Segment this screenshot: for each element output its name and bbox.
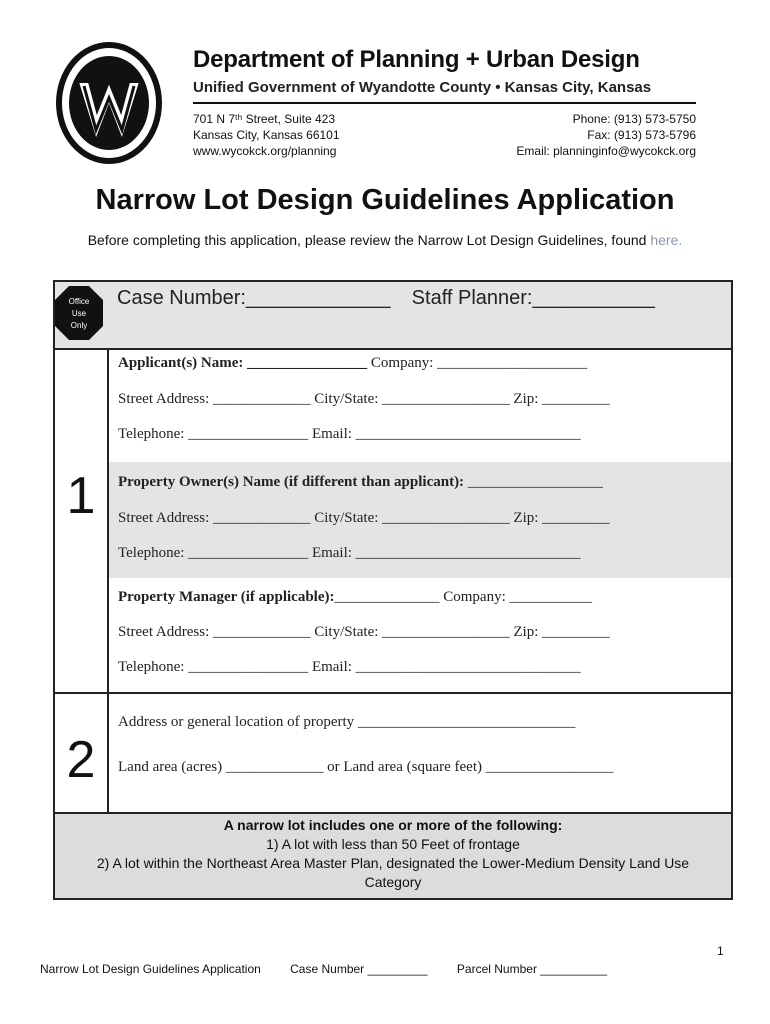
office-use-label-line: Only [70,321,88,330]
applicant-city-field[interactable]: City/State: _________________ [314,391,510,407]
section-2-number: 2 [66,731,96,789]
office-use-fields [117,287,655,310]
manager-email-field[interactable]: Email: ______________________________ [311,659,581,675]
case-number-field[interactable]: Case Number:_____________ [117,287,391,309]
manager-contact-row [118,659,581,676]
applicant-company-field[interactable]: Company: ____________________ [370,355,588,371]
owner-city-field[interactable]: City/State: _________________ [314,510,510,526]
narrow-lot-definition [55,814,731,898]
land-area-sqft-field[interactable]: or Land area (square feet) _________________ [327,759,614,775]
header-divider [193,102,696,104]
manager-street-field[interactable]: Street Address: _____________ [118,624,311,640]
guidelines-link[interactable]: here. [650,232,683,248]
staff-planner-field[interactable]: Staff Planner:___________ [411,287,655,309]
owner-row [118,474,603,491]
manager-company-field[interactable]: Company: ___________ [443,589,592,605]
office-use-label-line: Use [71,309,87,318]
property-location-field[interactable]: Address or general location of property _____________________________ [118,714,576,730]
office-use-label-line: Office [68,297,90,306]
section-1-divider [107,348,109,694]
page-number: 1 [717,944,724,958]
owner-address-row [118,510,610,527]
narrow-lot-item: 1) A lot with less than 50 Feet of frontage [266,836,520,852]
intro-text [0,232,770,248]
applicant-name-field[interactable]: Applicant(s) Name: ________________ [118,355,368,371]
phone-number: Phone: (913) 573-5750 [572,112,696,126]
intro-sentence: Before completing this application, please review the Narrow Lot Design Guidelines, found [87,232,651,248]
address-line: Kansas City, Kansas 66101 [193,128,340,142]
department-address [193,111,340,159]
footer-case-number: Case Number _________ [290,962,428,976]
section-divider [55,692,731,694]
manager-name-label: Property Manager (if applicable): [118,589,335,605]
applicant-contact-row [118,426,581,443]
manager-row [118,589,592,606]
land-area-row [118,759,613,776]
owner-name-field[interactable]: __________________ [467,474,603,490]
page-title: Narrow Lot Design Guidelines Application [95,184,675,216]
manager-zip-field[interactable]: Zip: _________ [513,624,610,640]
website-link[interactable]: www.wycokck.org/planning [193,144,337,158]
owner-street-field[interactable]: Street Address: _____________ [118,510,311,526]
manager-city-field[interactable]: City/State: _________________ [314,624,510,640]
narrow-lot-item: 2) A lot within the Northeast Area Master Plan, designated the Lower-Medium Density Land Use Category [96,855,690,890]
applicant-zip-field[interactable]: Zip: _________ [513,391,610,407]
manager-name-field[interactable]: ______________ [334,589,440,605]
applicant-telephone-field[interactable]: Telephone: ________________ [118,426,309,442]
department-subtitle: Unified Government of Wyandotte County • Kansas City, Kansas [193,79,652,96]
section-1-number: 1 [66,467,96,525]
applicant-street-field[interactable]: Street Address: _____________ [118,391,311,407]
applicant-email-field[interactable]: Email: ______________________________ [311,426,581,442]
office-use-label [54,296,104,332]
owner-name-label: Property Owner(s) Name (if different than applicant): [118,474,465,490]
wyandotte-w-logo-icon [56,42,162,164]
footer-parcel-number: Parcel Number __________ [456,962,608,976]
owner-email-field[interactable]: Email: ______________________________ [311,545,581,561]
footer-doc-name: Narrow Lot Design Guidelines Application [40,962,261,976]
manager-telephone-field[interactable]: Telephone: ________________ [118,659,309,675]
applicant-row [118,355,587,372]
page-footer [40,962,633,976]
owner-contact-row [118,545,581,562]
section-2-divider [107,694,109,814]
department-contact [516,111,696,159]
address-line: 701 N 7ᵗʰ Street, Suite 423 [193,112,335,126]
email-address[interactable]: Email: planninginfo@wycokck.org [516,144,696,158]
department-title: Department of Planning + Urban Design [193,46,640,73]
owner-telephone-field[interactable]: Telephone: ________________ [118,545,309,561]
fax-number: Fax: (913) 573-5796 [587,128,696,142]
owner-zip-field[interactable]: Zip: _________ [513,510,610,526]
narrow-lot-heading: A narrow lot includes one or more of the following: [223,817,563,833]
applicant-address-row [118,391,610,408]
land-area-acres-field[interactable]: Land area (acres) _____________ [118,759,324,775]
manager-address-row [118,624,610,641]
